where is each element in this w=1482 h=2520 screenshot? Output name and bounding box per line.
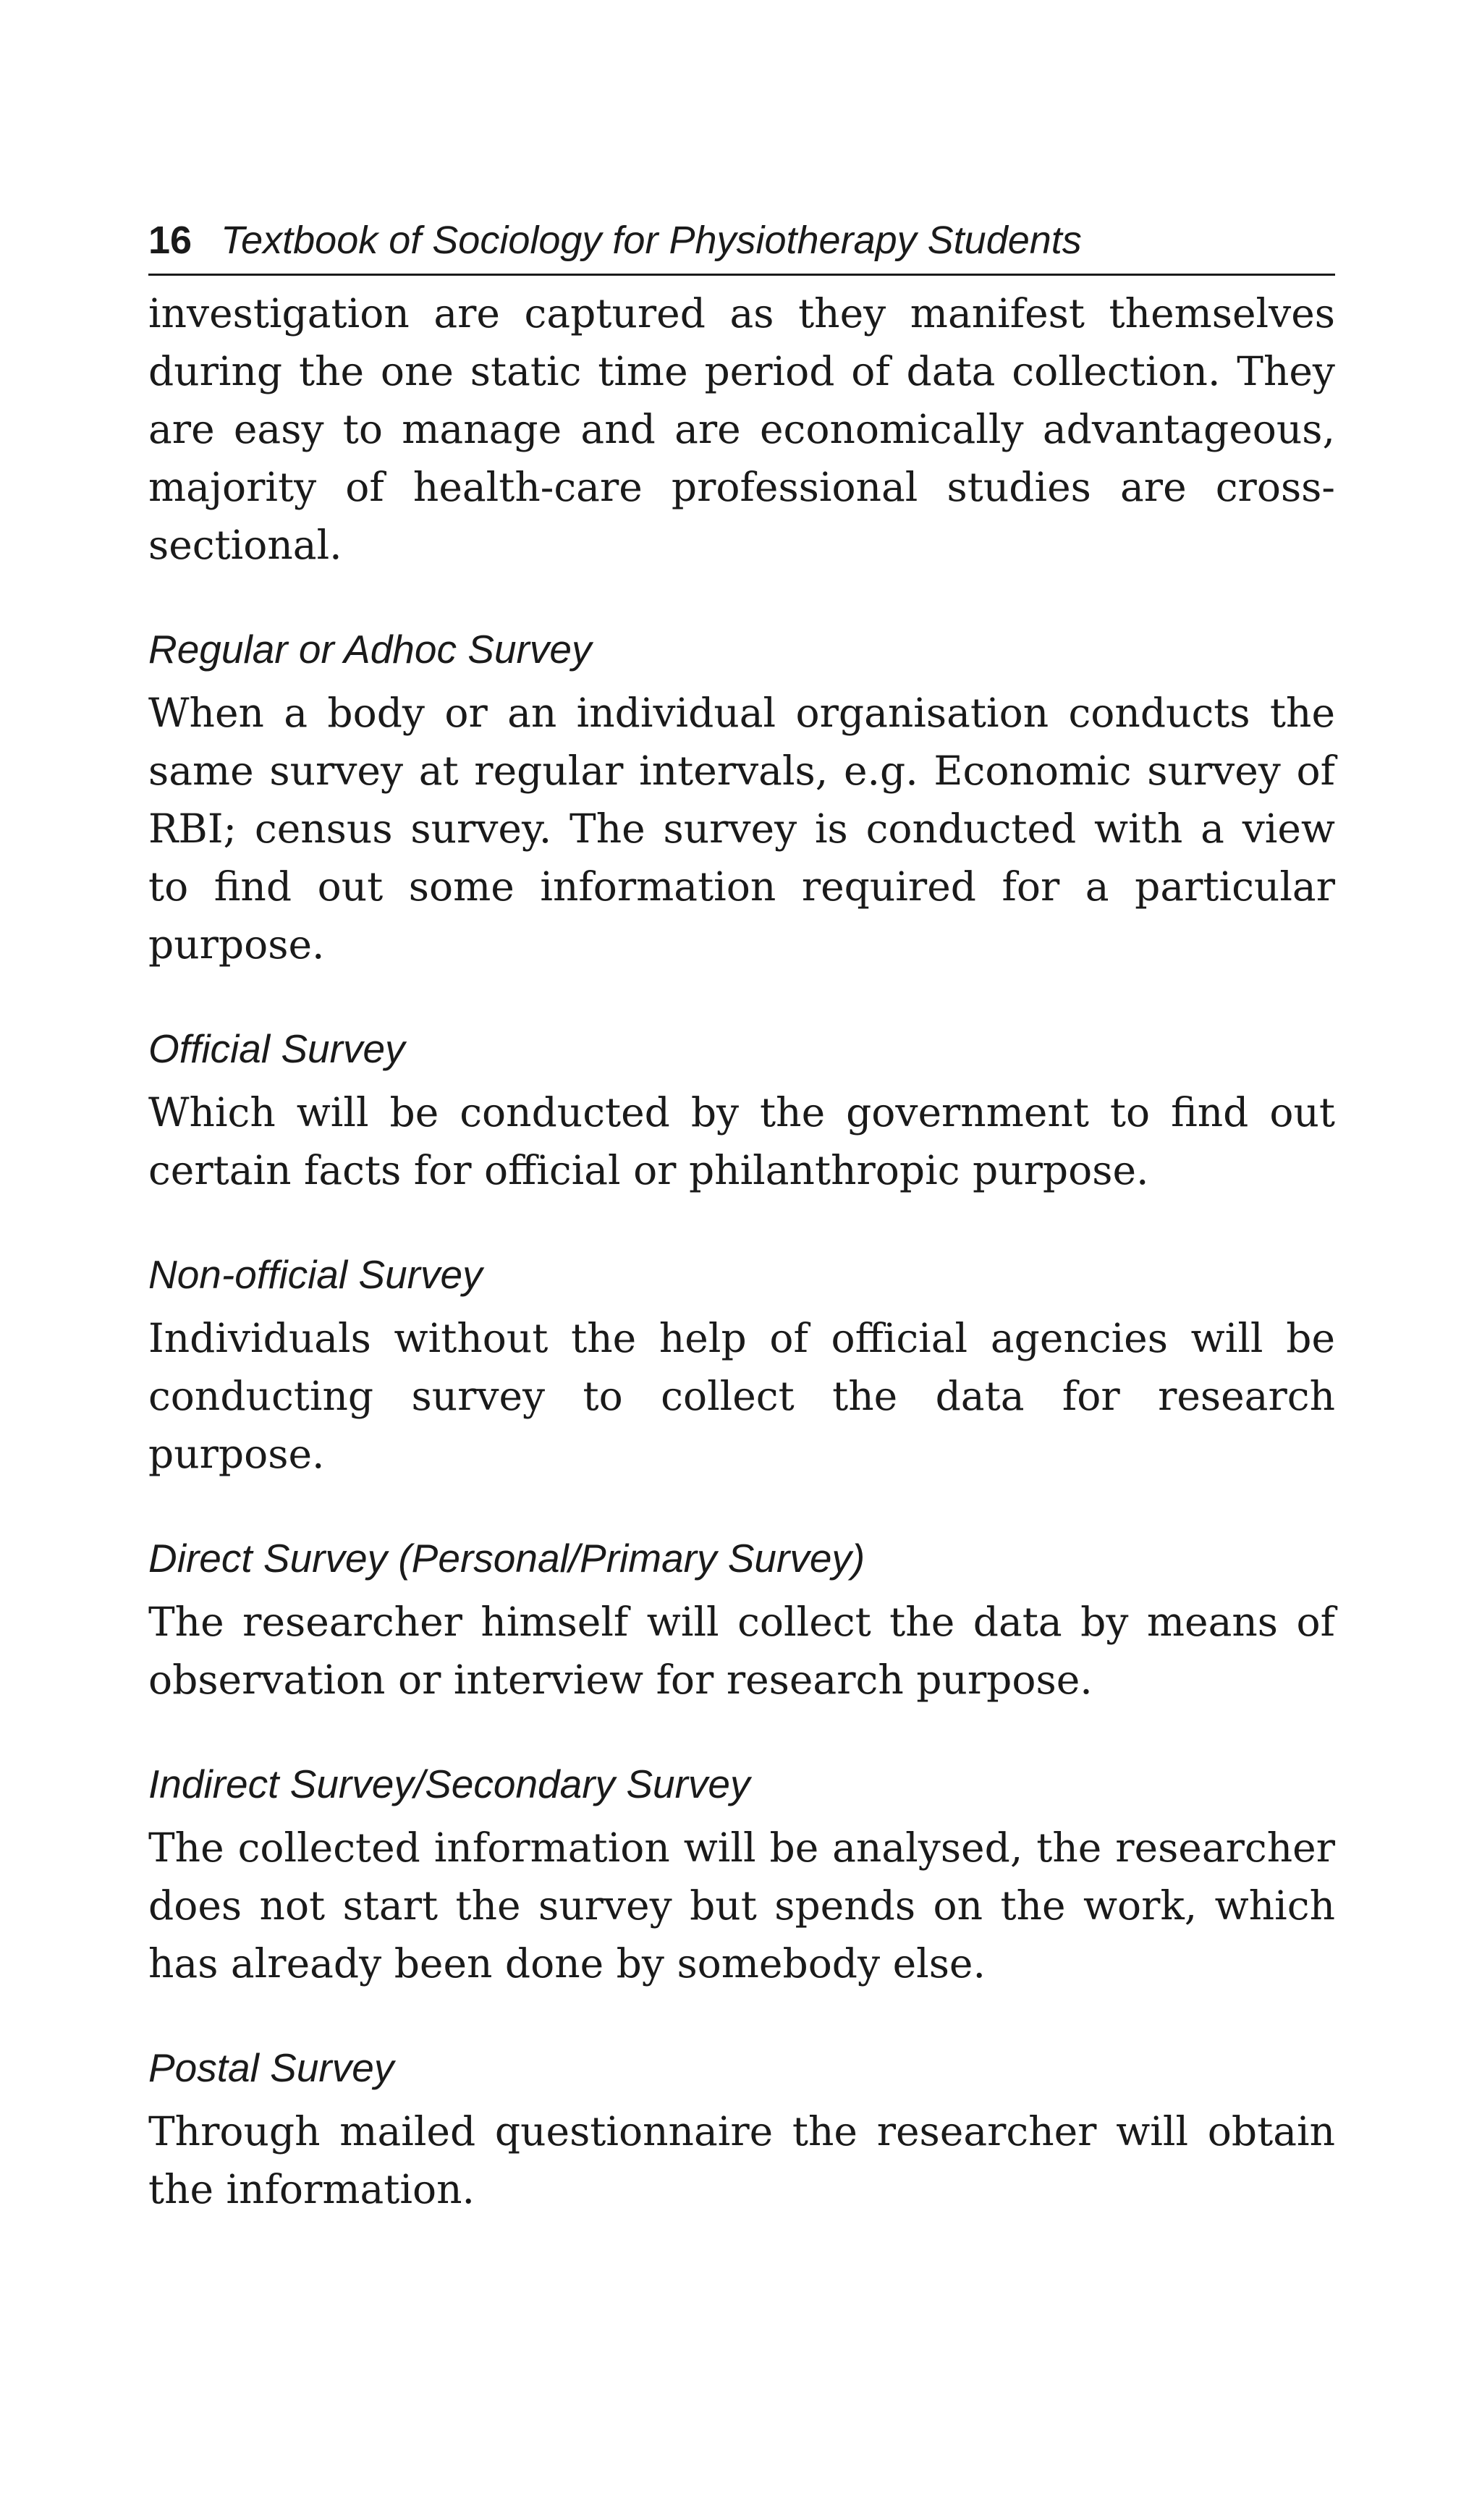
page-content: [148, 284, 1335, 2218]
section-heading: Direct Survey (Personal/Primary Survey): [148, 1536, 865, 1581]
book-page: [148, 217, 1335, 2218]
section-heading: Regular or Adhoc Survey: [148, 627, 592, 672]
section-direct-survey: [148, 1535, 1335, 1709]
section-body: The collected information will be analysed, the researcher does not start the survey but spends on the work, which has already been done by somebody else.: [148, 1825, 1335, 1987]
section-indirect-survey: [148, 1761, 1335, 1992]
section-heading: Non-official Survey: [148, 1252, 483, 1297]
section-body: The researcher himself will collect the data by means of observation or interview for research purpose.: [148, 1599, 1335, 1703]
section-body: Through mailed questionnaire the researcher will obtain the information.: [148, 2108, 1335, 2212]
intro-paragraph: investigation are captured as they manifest themselves during the one static time period of data collection. They are easy to manage and are economically advantageous, majority of health-care professional studies are cross-sectional.: [148, 290, 1335, 568]
section-non-official-survey: [148, 1251, 1335, 1483]
section-heading: Official Survey: [148, 1026, 405, 1071]
running-header: [148, 217, 1335, 276]
book-title: Textbook of Sociology for Physiotherapy Students: [221, 219, 1082, 262]
section-heading: Postal Survey: [148, 2045, 394, 2090]
section-regular-adhoc-survey: [148, 626, 1335, 973]
section-official-survey: [148, 1026, 1335, 1199]
section-body: Which will be conducted by the government to find out certain facts for official or philanthropic purpose.: [148, 1089, 1335, 1193]
section-postal-survey: [148, 2045, 1335, 2218]
section-heading: Indirect Survey/Secondary Survey: [148, 1762, 750, 1806]
section-body: Individuals without the help of official agencies will be conducting survey to collect the data for research purpose.: [148, 1315, 1335, 1477]
page-number: 16: [148, 219, 192, 262]
section-body: When a body or an individual organisation conducts the same survey at regular intervals, e.g. Economic survey of RBI; census survey. The survey is conducted with a view to find out some information required for a particular purpose.: [148, 690, 1335, 968]
